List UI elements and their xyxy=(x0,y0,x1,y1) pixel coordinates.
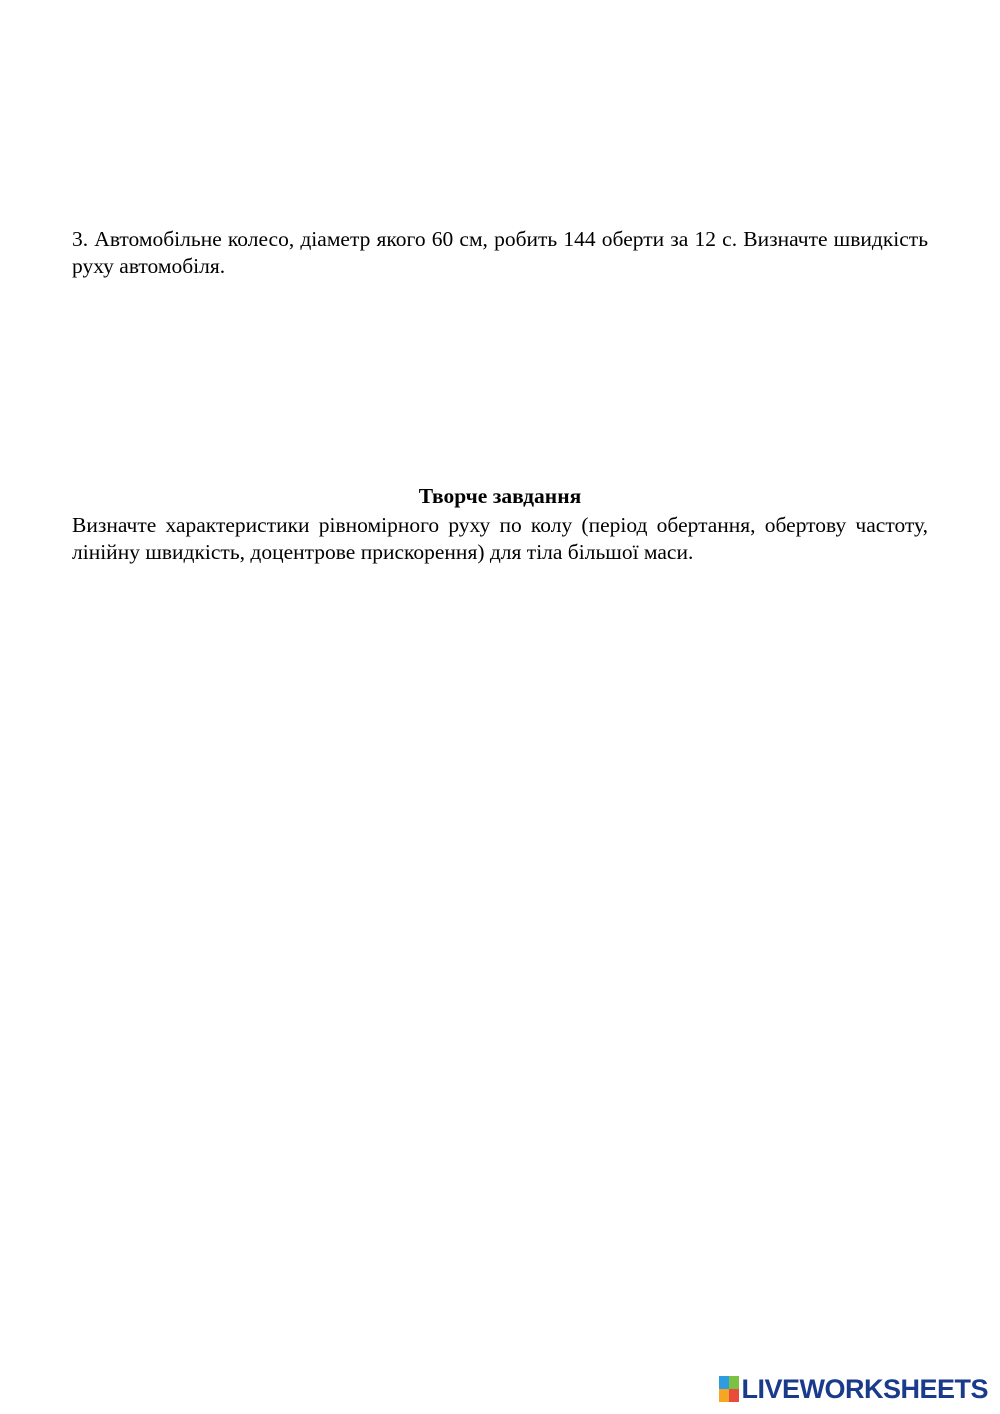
task-3-text: 3. Автомобільне колесо, діаметр якого 60 см, робить 144 оберти за 12 с. Визначте швидкість руху автомобіля. xyxy=(72,227,928,278)
liveworksheets-logo-icon xyxy=(719,1376,739,1402)
creative-task-text: Визначте характеристики рівномірного руху по колу (період обертання, обертову частоту, лінійну швидкість, доцентрове прискорення) для тіла більшої маси. xyxy=(72,513,928,564)
creative-task-title: Творче завдання xyxy=(418,484,582,508)
logo-text: LIVEWORKSHEETS xyxy=(741,1374,988,1404)
liveworksheets-logo xyxy=(719,1374,988,1404)
